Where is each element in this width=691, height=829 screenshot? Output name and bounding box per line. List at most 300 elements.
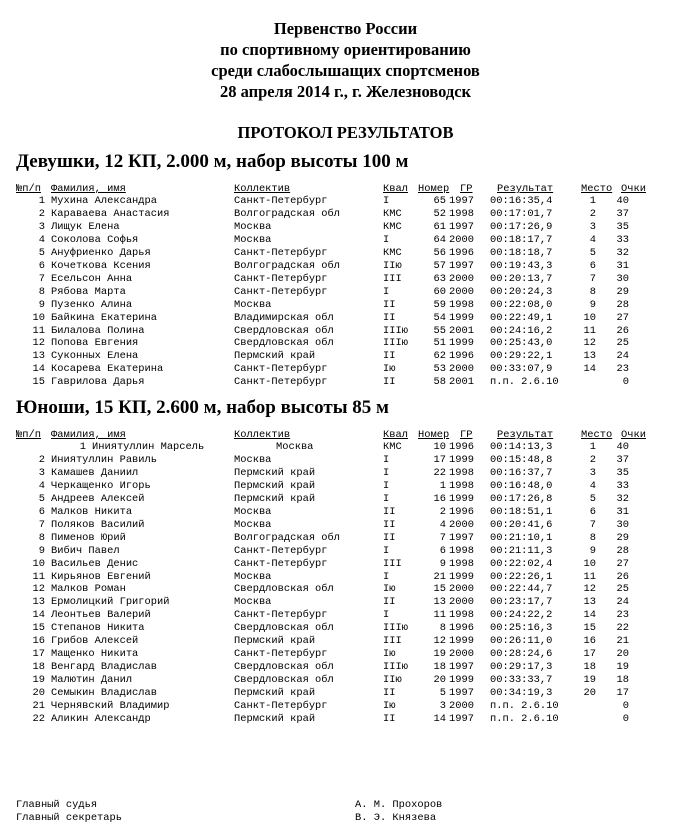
table-row (0, 260, 691, 273)
cell-place: 16 (583, 635, 596, 648)
cell-year: 1997 (449, 661, 474, 674)
cell-bib: 12 (433, 635, 446, 648)
table-row (0, 545, 691, 558)
table-row (0, 635, 691, 648)
cell-result: 00:29:22,1 (490, 350, 553, 363)
cell-bib: 20 (433, 674, 446, 687)
cell-n: 1 (38, 195, 45, 207)
cell-qual: III (383, 557, 402, 570)
cell-place: 11 (583, 324, 596, 337)
cell-n: 14 (32, 363, 45, 376)
cell-name: Мащенко Никита (51, 648, 139, 661)
cell-result: 00:34:19,3 (490, 687, 553, 700)
cell-name: Кочеткова Ксения (51, 259, 151, 272)
cell-points: 0 (622, 700, 629, 712)
cell-bib: 9 (439, 557, 446, 570)
cell-qual: КМС (383, 246, 402, 259)
column-header-name: Фамилия, имя (51, 183, 126, 195)
cell-n: 4 (38, 479, 45, 492)
cell-bib: 8 (439, 622, 446, 635)
cell-qual: I (383, 233, 390, 246)
cell-place: 3 (589, 220, 596, 233)
cell-bib: 10 (433, 441, 446, 453)
cell-points: 40 (616, 195, 629, 207)
cell-place: 9 (589, 298, 596, 311)
cell-points: 17 (616, 687, 629, 700)
cell-year: 1998 (449, 207, 474, 220)
table-row (0, 480, 691, 493)
column-header-qual: Квал (383, 183, 408, 195)
cell-bib: 1 (439, 479, 446, 492)
cell-qual: КМС (383, 441, 402, 453)
cell-n: 2 (38, 453, 45, 466)
event-title-line-3: среди слабослышащих спортсменов (211, 61, 480, 80)
cell-bib: 62 (433, 350, 446, 363)
cell-bib: 56 (433, 246, 446, 259)
cell-year: 2001 (449, 376, 474, 389)
cell-team: Москва (234, 233, 272, 246)
cell-name: Пименов Юрий (51, 531, 126, 544)
cell-bib: 64 (433, 233, 446, 246)
cell-qual: II (383, 376, 396, 389)
cell-place: 10 (583, 311, 596, 324)
table-row (0, 532, 691, 545)
table-row (0, 571, 691, 584)
cell-year: 2000 (449, 583, 474, 596)
cell-place: 8 (589, 531, 596, 544)
cell-n: 13 (32, 350, 45, 363)
cell-result: п.п. 2.6.10 (490, 376, 559, 389)
cell-n: 20 (32, 687, 45, 700)
cell-points: 32 (616, 492, 629, 505)
cell-points: 20 (616, 648, 629, 661)
cell-qual: II (383, 712, 396, 725)
table-row (0, 247, 691, 260)
cell-bib: 6 (439, 544, 446, 557)
cell-name: Байкина Екатерина (51, 311, 158, 324)
cell-name: Чернявский Владимир (51, 700, 170, 712)
cell-team: Владимирская обл (234, 311, 334, 324)
cell-bib: 2 (439, 505, 446, 518)
cell-qual: I (383, 453, 390, 466)
cell-year: 1997 (449, 531, 474, 544)
cell-team: Москва (234, 453, 272, 466)
column-header-place: Место (581, 429, 613, 441)
cell-name: Малютин Данил (51, 674, 133, 687)
cell-place: 5 (589, 246, 596, 259)
table-row (0, 195, 691, 208)
cell-result: 00:14:13,3 (490, 441, 553, 453)
cell-n: 10 (32, 311, 45, 324)
cell-points: 23 (616, 609, 629, 622)
cell-year: 1997 (449, 687, 474, 700)
cell-qual: IIIю (383, 337, 408, 350)
cell-bib: 51 (433, 337, 446, 350)
group-title: Девушки, 12 КП, 2.000 м, набор высоты 100 м (16, 151, 409, 172)
table-row (0, 454, 691, 467)
cell-place: 3 (589, 466, 596, 479)
cell-team: Пермский край (234, 635, 316, 648)
cell-bib: 61 (433, 220, 446, 233)
cell-name: Грибов Алексей (51, 635, 139, 648)
cell-result: п.п. 2.6.10 (490, 700, 559, 712)
cell-qual: II (383, 298, 396, 311)
cell-year: 2000 (449, 272, 474, 285)
cell-year: 2000 (449, 648, 474, 661)
cell-place: 4 (589, 233, 596, 246)
cell-bib: 19 (433, 648, 446, 661)
event-title-line-1: Первенство России (273, 19, 418, 38)
cell-team: Москва (234, 570, 272, 583)
cell-n: 7 (38, 272, 45, 285)
cell-points: 26 (616, 570, 629, 583)
cell-points: 33 (616, 233, 629, 246)
cell-place: 14 (583, 609, 596, 622)
cell-place: 1 (589, 441, 596, 453)
cell-team: Свердловская обл (234, 337, 334, 350)
cell-n: 12 (32, 583, 45, 596)
cell-name: Мухина Александра (51, 195, 158, 207)
column-header-result: Результат (497, 429, 554, 441)
cell-qual: I (383, 466, 390, 479)
cell-n: 9 (38, 298, 45, 311)
cell-year: 1998 (449, 557, 474, 570)
cell-n: 4 (38, 233, 45, 246)
cell-team: Санкт-Петербург (234, 376, 328, 389)
column-header-num: №п/п (16, 183, 41, 195)
cell-qual: КМС (383, 220, 402, 233)
cell-n: 5 (38, 246, 45, 259)
protocol-title: ПРОТОКОЛ РЕЗУЛЬТАТОВ (237, 123, 454, 142)
cell-qual: I (383, 492, 390, 505)
cell-bib: 65 (433, 195, 446, 207)
cell-points: 0 (622, 712, 629, 725)
cell-qual: II (383, 596, 396, 609)
cell-qual: I (383, 570, 390, 583)
cell-year: 1998 (449, 466, 474, 479)
cell-n: 1 (79, 441, 86, 453)
cell-team: Санкт-Петербург (234, 557, 328, 570)
cell-n: 7 (38, 518, 45, 531)
cell-qual: I (383, 609, 390, 622)
cell-n: 21 (32, 700, 45, 712)
cell-team: Пермский край (234, 492, 316, 505)
cell-place: 12 (583, 583, 596, 596)
cell-bib: 7 (439, 531, 446, 544)
cell-points: 31 (616, 505, 629, 518)
cell-qual: КМС (383, 207, 402, 220)
cell-points: 26 (616, 324, 629, 337)
cell-points: 18 (616, 674, 629, 687)
cell-year: 2000 (449, 363, 474, 376)
cell-points: 30 (616, 518, 629, 531)
cell-result: 00:18:17,7 (490, 233, 553, 246)
column-header-result: Результат (497, 183, 554, 195)
cell-points: 37 (616, 453, 629, 466)
cell-team: Москва (234, 298, 272, 311)
cell-points: 24 (616, 350, 629, 363)
column-header-points: Очки (621, 183, 646, 195)
cell-qual: II (383, 350, 396, 363)
cell-bib: 16 (433, 492, 446, 505)
cell-result: 00:16:48,0 (490, 479, 553, 492)
cell-place: 8 (589, 285, 596, 298)
cell-result: 00:20:41,6 (490, 518, 553, 531)
cell-bib: 53 (433, 363, 446, 376)
column-header-bib: Номер (418, 429, 450, 441)
table-row (0, 234, 691, 247)
cell-place: 1 (589, 195, 596, 207)
cell-name: Гаврилова Дарья (51, 376, 145, 389)
cell-year: 1996 (449, 350, 474, 363)
cell-points: 28 (616, 544, 629, 557)
cell-bib: 21 (433, 570, 446, 583)
cell-year: 1998 (449, 609, 474, 622)
cell-team: Санкт-Петербург (234, 544, 328, 557)
table-row (0, 609, 691, 622)
cell-result: 00:29:17,3 (490, 661, 553, 674)
cell-qual: Iю (383, 648, 396, 661)
event-title-line-2: по спортивному ориентированию (220, 40, 471, 59)
cell-n: 22 (32, 712, 45, 725)
table-row (0, 312, 691, 325)
table-row (0, 286, 691, 299)
table-row (0, 622, 691, 635)
cell-team: Свердловская обл (234, 622, 334, 635)
column-header-num: №п/п (16, 429, 41, 441)
cell-place: 15 (583, 622, 596, 635)
cell-name: Аликин Александр (51, 712, 151, 725)
table-row (0, 596, 691, 609)
cell-bib: 63 (433, 272, 446, 285)
cell-name: Билалова Полина (51, 324, 145, 337)
cell-qual: III (383, 635, 402, 648)
cell-name: Иниятуллин Равиль (51, 453, 158, 466)
cell-points: 23 (616, 363, 629, 376)
cell-result: 00:22:08,0 (490, 298, 553, 311)
cell-n: 8 (38, 531, 45, 544)
group-title: Юноши, 15 КП, 2.600 м, набор высоты 85 м (16, 397, 389, 418)
cell-name: Попова Евгения (51, 337, 139, 350)
cell-team: Москва (234, 505, 272, 518)
cell-qual: III (383, 272, 402, 285)
cell-year: 2000 (449, 596, 474, 609)
cell-points: 35 (616, 220, 629, 233)
table-row (0, 467, 691, 480)
cell-n: 11 (32, 324, 45, 337)
cell-qual: IIIю (383, 324, 408, 337)
cell-team: Санкт-Петербург (234, 363, 328, 376)
cell-bib: 18 (433, 661, 446, 674)
cell-team: Свердловская обл (234, 324, 334, 337)
cell-points: 37 (616, 207, 629, 220)
cell-team: Волгоградская обл (234, 531, 341, 544)
cell-bib: 11 (433, 609, 446, 622)
cell-name: Васильев Денис (51, 557, 139, 570)
cell-name: Малков Никита (51, 505, 133, 518)
cell-n: 15 (32, 622, 45, 635)
chief-secretary-name: В. Э. Князева (355, 812, 437, 824)
cell-year: 1999 (449, 311, 474, 324)
table-row (0, 493, 691, 506)
cell-year: 1996 (449, 441, 474, 453)
cell-place: 19 (583, 674, 596, 687)
cell-result: 00:18:51,1 (490, 505, 553, 518)
cell-place: 10 (583, 557, 596, 570)
table-row (0, 648, 691, 661)
cell-points: 25 (616, 583, 629, 596)
cell-points: 29 (616, 285, 629, 298)
chief-judge-name: А. М. Прохоров (355, 799, 443, 811)
table-row (0, 273, 691, 286)
cell-name: Кирьянов Евгений (51, 570, 151, 583)
cell-n: 10 (32, 557, 45, 570)
table-row (0, 506, 691, 519)
cell-n: 19 (32, 674, 45, 687)
cell-year: 1999 (449, 492, 474, 505)
cell-year: 2000 (449, 233, 474, 246)
cell-result: 00:22:26,1 (490, 570, 553, 583)
table-row (0, 519, 691, 532)
cell-n: 6 (38, 505, 45, 518)
cell-year: 1997 (449, 712, 474, 725)
cell-n: 3 (38, 466, 45, 479)
cell-points: 24 (616, 596, 629, 609)
column-header-name: Фамилия, имя (51, 429, 126, 441)
table-row (0, 661, 691, 674)
cell-team: Волгоградская обл (234, 259, 341, 272)
cell-name: Ануфриенко Дарья (51, 246, 151, 259)
cell-points: 27 (616, 311, 629, 324)
cell-year: 1999 (449, 453, 474, 466)
cell-qual: II (383, 531, 396, 544)
cell-n: 11 (32, 570, 45, 583)
cell-team: Пермский край (234, 350, 316, 363)
cell-qual: IIю (383, 674, 402, 687)
cell-bib: 17 (433, 453, 446, 466)
cell-team: Свердловская обл (234, 583, 334, 596)
cell-result: 00:17:01,7 (490, 207, 553, 220)
cell-bib: 4 (439, 518, 446, 531)
cell-name: Иниятуллин Марсель (92, 441, 205, 453)
cell-result: п.п. 2.6.10 (490, 712, 559, 725)
cell-result: 00:22:02,4 (490, 557, 553, 570)
cell-result: 00:22:49,1 (490, 311, 553, 324)
cell-place: 7 (589, 272, 596, 285)
cell-points: 19 (616, 661, 629, 674)
cell-points: 21 (616, 635, 629, 648)
cell-name: Лищук Елена (51, 220, 120, 233)
cell-bib: 15 (433, 583, 446, 596)
cell-place: 17 (583, 648, 596, 661)
cell-result: 00:20:13,7 (490, 272, 553, 285)
column-header-year: ГР (460, 429, 473, 441)
cell-result: 00:28:24,6 (490, 648, 553, 661)
cell-name: Косарева Екатерина (51, 363, 164, 376)
cell-place: 6 (589, 259, 596, 272)
cell-year: 2000 (449, 700, 474, 712)
cell-name: Вибич Павел (51, 544, 120, 557)
cell-year: 1996 (449, 246, 474, 259)
column-header-place: Место (581, 183, 613, 195)
cell-bib: 52 (433, 207, 446, 220)
cell-team: Санкт-Петербург (234, 609, 328, 622)
cell-place: 6 (589, 505, 596, 518)
cell-team: Санкт-Петербург (234, 246, 328, 259)
cell-name: Степанов Никита (51, 622, 145, 635)
cell-n: 17 (32, 648, 45, 661)
cell-place: 18 (583, 661, 596, 674)
cell-qual: Iю (383, 363, 396, 376)
cell-year: 1996 (449, 505, 474, 518)
cell-result: 00:21:11,3 (490, 544, 553, 557)
cell-name: Венгард Владислав (51, 661, 158, 674)
table-row (0, 558, 691, 571)
cell-bib: 60 (433, 285, 446, 298)
cell-result: 00:24:16,2 (490, 324, 553, 337)
cell-qual: Iю (383, 700, 396, 712)
column-header-team: Коллектив (234, 429, 291, 441)
cell-result: 00:20:24,3 (490, 285, 553, 298)
cell-n: 2 (38, 207, 45, 220)
table-row (0, 350, 691, 363)
cell-year: 1999 (449, 337, 474, 350)
cell-name: Андреев Алексей (51, 492, 145, 505)
cell-qual: I (383, 479, 390, 492)
table-row (0, 583, 691, 596)
cell-result: 00:16:37,7 (490, 466, 553, 479)
cell-qual: II (383, 505, 396, 518)
cell-place: 12 (583, 337, 596, 350)
chief-secretary-label: Главный секретарь (16, 812, 123, 824)
cell-n: 14 (32, 609, 45, 622)
cell-team: Санкт-Петербург (234, 700, 328, 712)
cell-place: 13 (583, 596, 596, 609)
event-date-location: 28 апреля 2014 г., г. Железноводск (219, 82, 472, 101)
cell-n: 3 (38, 220, 45, 233)
cell-year: 1999 (449, 635, 474, 648)
cell-name: Семыкин Владислав (51, 687, 158, 700)
cell-qual: IIю (383, 259, 402, 272)
cell-n: 15 (32, 376, 45, 389)
cell-qual: IIIю (383, 661, 408, 674)
cell-team: Пермский край (234, 712, 316, 725)
column-header-points: Очки (621, 429, 646, 441)
cell-team: Москва (234, 220, 272, 233)
cell-result: 00:25:43,0 (490, 337, 553, 350)
column-header-bib: Номер (418, 183, 450, 195)
cell-points: 40 (616, 441, 629, 453)
cell-name: Суконных Елена (51, 350, 139, 363)
cell-name: Пузенко Алина (51, 298, 133, 311)
cell-team: Санкт-Петербург (234, 195, 328, 207)
cell-n: 12 (32, 337, 45, 350)
cell-n: 5 (38, 492, 45, 505)
table-row (0, 713, 691, 726)
cell-points: 25 (616, 337, 629, 350)
cell-result: 00:26:11,0 (490, 635, 553, 648)
table-row (0, 363, 691, 376)
cell-n: 13 (32, 596, 45, 609)
cell-name: Малков Роман (51, 583, 126, 596)
cell-result: 00:33:33,7 (490, 674, 553, 687)
cell-result: 00:15:48,8 (490, 453, 553, 466)
cell-team: Свердловская обл (234, 674, 334, 687)
cell-qual: IIIю (383, 622, 408, 635)
cell-bib: 59 (433, 298, 446, 311)
cell-year: 1998 (449, 544, 474, 557)
cell-result: 00:23:17,7 (490, 596, 553, 609)
